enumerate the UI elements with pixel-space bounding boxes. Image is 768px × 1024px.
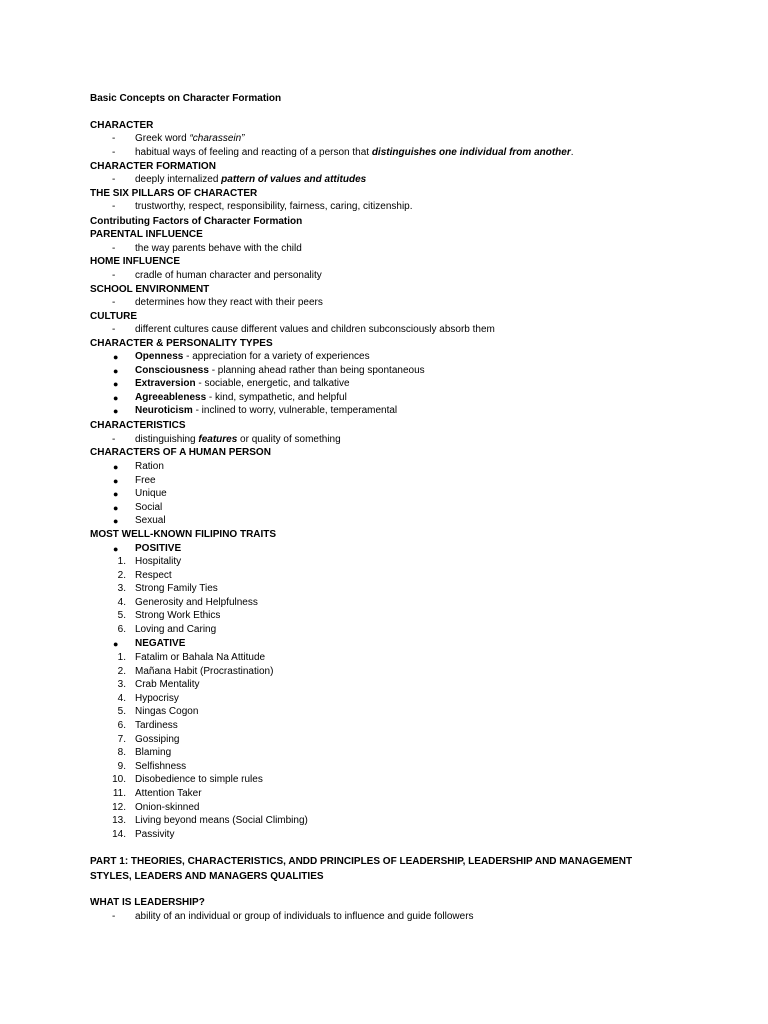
heading-filipino-traits: MOST WELL-KNOWN FILIPINO TRAITS	[90, 529, 277, 540]
item-text: different cultures cause different values and children subconsciously absorb them	[135, 324, 495, 335]
item-text: Selfishness	[135, 761, 187, 772]
item-text: Hospitality	[135, 556, 182, 567]
item-text: Tardiness	[135, 720, 178, 731]
heading-home-influence: HOME INFLUENCE	[90, 256, 180, 267]
part1-heading-line2: STYLES, LEADERS AND MANAGERS QUALITIES	[90, 871, 324, 882]
item-description: - kind, sympathetic, and helpful	[206, 392, 347, 403]
number-marker: 1.	[117, 652, 126, 663]
item-text: Free	[135, 475, 156, 486]
number-marker: 2.	[117, 570, 126, 581]
number-marker: 3.	[117, 583, 126, 594]
item-text: Mañana Habit (Procrastination)	[135, 666, 274, 677]
item-text: Generosity and Helpfulness	[135, 597, 258, 608]
item-term: Openness	[135, 351, 184, 362]
item-description: - sociable, energetic, and talkative	[195, 378, 350, 389]
heading-what-is-leadership: WHAT IS LEADERSHIP?	[90, 897, 205, 908]
item-text: Attention Taker	[135, 788, 202, 799]
bullet-marker: ●	[113, 406, 119, 416]
number-marker: 13.	[112, 815, 126, 826]
bullet-marker: ●	[113, 366, 119, 376]
part1-heading-line1: PART 1: THEORIES, CHARACTERISTICS, ANDD PRINCIPLES OF LEADERSHIP, LEADERSHIP AND MANAGEMENT	[90, 856, 633, 867]
item-text: Ningas Cogon	[135, 706, 199, 717]
item-description: - inclined to worry, vulnerable, temperamental	[192, 405, 398, 416]
bullet-marker: ●	[113, 639, 119, 649]
bullet-marker: ●	[113, 393, 119, 403]
heading-character-formation: CHARACTER FORMATION	[90, 161, 216, 172]
item-text	[135, 377, 350, 391]
number-marker: 7.	[117, 734, 126, 745]
item-term: Agreeableness	[135, 392, 207, 403]
item-text: Disobedience to simple rules	[135, 774, 263, 785]
bullet-marker: ●	[113, 489, 119, 499]
dash-marker: -	[112, 324, 116, 335]
bullet-marker: ●	[113, 516, 119, 526]
number-marker: 4.	[117, 597, 126, 608]
bullet-marker: ●	[113, 462, 119, 472]
item-text: Loving and Caring	[135, 624, 217, 635]
bullet-marker: ●	[113, 544, 119, 554]
bullet-marker: ●	[113, 503, 119, 513]
number-marker: 12.	[112, 802, 126, 813]
item-description: - appreciation for a variety of experiences	[183, 351, 370, 362]
item-text: Unique	[135, 488, 167, 499]
number-marker: 8.	[117, 747, 126, 758]
item-text: Sexual	[135, 515, 166, 526]
item-text: Greek word “charassein”	[135, 133, 245, 144]
number-marker: 14.	[112, 829, 126, 840]
item-text: ability of an individual or group of individuals to influence and guide followers	[135, 911, 474, 922]
item-description: - planning ahead rather than being spontaneous	[208, 365, 425, 376]
item-text: Crab Mentality	[135, 679, 200, 690]
dash-marker: -	[112, 133, 116, 144]
item-term: Consciousness	[135, 365, 209, 376]
heading-parental-influence: PARENTAL INFLUENCE	[90, 229, 203, 240]
number-marker: 9.	[117, 761, 126, 772]
number-marker: 3.	[117, 679, 126, 690]
item-text: Living beyond means (Social Climbing)	[135, 815, 308, 826]
number-marker: 5.	[117, 610, 126, 621]
item-text: Social	[135, 502, 163, 513]
dash-marker: -	[112, 201, 116, 212]
item-text: the way parents behave with the child	[135, 243, 302, 254]
dash-marker: -	[112, 243, 116, 254]
dash-marker: -	[112, 174, 116, 185]
heading-culture: CULTURE	[90, 311, 138, 322]
heading-school-environment: SCHOOL ENVIRONMENT	[90, 284, 210, 295]
heading-characteristics: CHARACTERISTICS	[90, 420, 186, 431]
item-text: Fatalim or Bahala Na Attitude	[135, 652, 266, 663]
heading-contributing-factors: Contributing Factors of Character Formation	[90, 216, 303, 227]
item-text: Gossiping	[135, 734, 180, 745]
item-text: Blaming	[135, 747, 172, 758]
dash-marker: -	[112, 434, 116, 445]
item-text: distinguishing features or quality of something	[135, 434, 341, 445]
number-marker: 1.	[117, 556, 126, 567]
positive-label: POSITIVE	[135, 543, 182, 554]
item-text: Onion-skinned	[135, 802, 200, 813]
item-text: Strong Work Ethics	[135, 610, 221, 621]
item-text	[135, 364, 425, 378]
heading-character: CHARACTER	[90, 120, 154, 131]
bullet-marker: ●	[113, 476, 119, 486]
dash-marker: -	[112, 911, 116, 922]
item-text	[135, 404, 397, 418]
item-term: Extraversion	[135, 378, 196, 389]
number-marker: 10.	[112, 774, 126, 785]
number-marker: 11.	[112, 788, 126, 799]
item-text: determines how they react with their peers	[135, 297, 323, 308]
dash-marker: -	[112, 270, 116, 281]
bullet-marker: ●	[113, 379, 119, 389]
dash-marker: -	[112, 147, 116, 158]
number-marker: 6.	[117, 624, 126, 635]
item-text: Passivity	[135, 829, 175, 840]
item-term: Neuroticism	[135, 405, 193, 416]
item-text: Hypocrisy	[135, 693, 179, 704]
item-text: deeply internalized pattern of values and attitudes	[135, 174, 367, 185]
number-marker: 4.	[117, 693, 126, 704]
item-text: trustworthy, respect, responsibility, fairness, caring, citizenship.	[135, 201, 413, 212]
negative-label: NEGATIVE	[135, 638, 186, 649]
dash-marker: -	[112, 297, 116, 308]
item-text: Ration	[135, 461, 164, 472]
bullet-marker: ●	[113, 352, 119, 362]
number-marker: 6.	[117, 720, 126, 731]
document-title: Basic Concepts on Character Formation	[90, 93, 282, 104]
heading-human-person: CHARACTERS OF A HUMAN PERSON	[90, 447, 271, 458]
item-text: habitual ways of feeling and reacting of a person that distinguishes one individual from another.	[135, 147, 574, 158]
item-text: Strong Family Ties	[135, 583, 218, 594]
heading-personality-types: CHARACTER & PERSONALITY TYPES	[90, 338, 273, 349]
item-text: cradle of human character and personality	[135, 270, 322, 281]
item-text	[135, 391, 347, 405]
number-marker: 5.	[117, 706, 126, 717]
item-text	[135, 350, 370, 364]
item-text: Respect	[135, 570, 172, 581]
number-marker: 2.	[117, 666, 126, 677]
heading-six-pillars: THE SIX PILLARS OF CHARACTER	[90, 188, 258, 199]
